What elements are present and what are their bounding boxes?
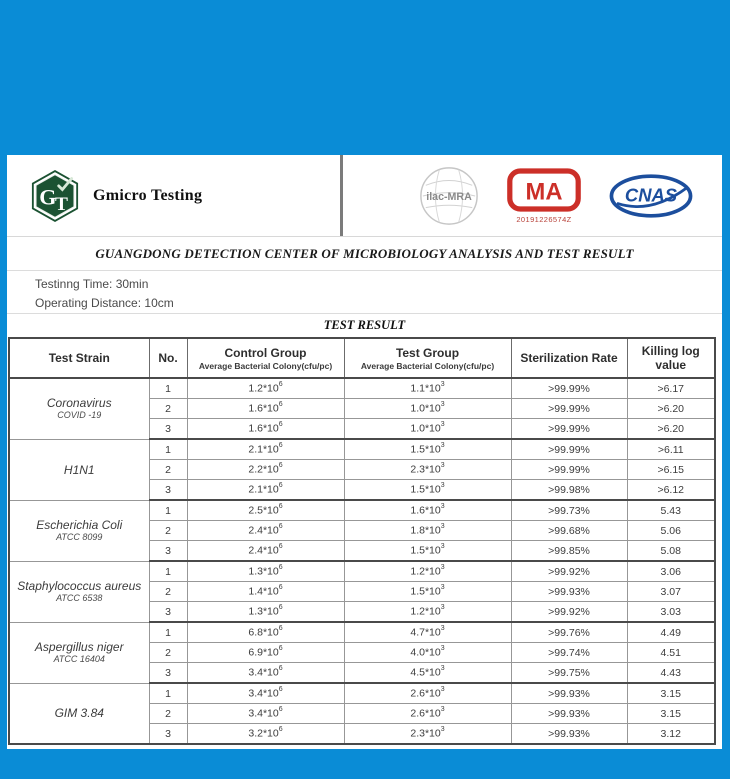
cell-log: 3.06: [627, 561, 715, 582]
control-group-subtitle: Average Bacterial Colony(cfu/pc): [198, 360, 333, 371]
cell-rate: >99.93%: [511, 704, 627, 724]
cell-rate: >99.99%: [511, 439, 627, 460]
strain-subname: ATCC 16404: [53, 654, 105, 664]
cell-test: $1.5*10^3$: [344, 480, 511, 501]
strain-name: Staphylococcus aureus: [17, 579, 142, 593]
cell-test: $4.0*10^3$: [344, 643, 511, 663]
cell-rate: >99.74%: [511, 643, 627, 663]
strain-cell: [9, 500, 149, 561]
cell-no: 1: [149, 683, 187, 704]
cell-test: $1.0*10^3$: [344, 399, 511, 419]
report-header: [7, 155, 722, 237]
col-header-control-group: [187, 338, 344, 378]
testing-time-line: Testinng Time: 30min: [35, 277, 149, 291]
result-row: [9, 622, 715, 643]
cell-rate: >99.92%: [511, 602, 627, 623]
cnas-mark: [608, 173, 694, 219]
test-group-title: Test Group: [395, 345, 460, 360]
certification-marks: [343, 155, 722, 236]
cell-control: $1.3*10^6$: [187, 561, 344, 582]
cell-log: 3.15: [627, 704, 715, 724]
result-row: [9, 439, 715, 460]
cell-no: 1: [149, 378, 187, 399]
ilac-mra-label: ilac-MRA: [426, 190, 472, 203]
brand-name: Gmicro Testing: [93, 186, 203, 204]
cell-no: 1: [149, 439, 187, 460]
strain-cell: [9, 622, 149, 683]
strain-name: Escherichia Coli: [36, 518, 123, 532]
cell-rate: >99.99%: [511, 399, 627, 419]
cell-log: 3.03: [627, 602, 715, 623]
cell-no: 2: [149, 582, 187, 602]
cell-log: 4.49: [627, 622, 715, 643]
cell-no: 2: [149, 521, 187, 541]
table-caption: TEST RESULT: [323, 318, 406, 332]
strain-subname: COVID -19: [57, 410, 102, 421]
cell-log: >6.20: [627, 419, 715, 440]
cell-no: 1: [149, 561, 187, 582]
cell-control: $2.4*10^6$: [187, 541, 344, 562]
strain-subname: ATCC 6538: [56, 593, 103, 603]
cell-rate: >99.92%: [511, 561, 627, 582]
cell-test: $4.7*10^3$: [344, 622, 511, 643]
cell-rate: >99.93%: [511, 724, 627, 745]
table-header-row: [9, 338, 715, 378]
col-header-sterilization-rate: Sterilization Rate: [511, 338, 627, 378]
brand-block: [7, 155, 340, 236]
cell-control: $3.4*10^6$: [187, 683, 344, 704]
cnas-oval-icon: [608, 173, 694, 219]
cell-no: 3: [149, 724, 187, 745]
svg-text:T: T: [55, 193, 68, 215]
cell-rate: >99.93%: [511, 683, 627, 704]
cell-no: 2: [149, 399, 187, 419]
cell-rate: >99.85%: [511, 541, 627, 562]
cma-certificate-number: 20191226574Z: [516, 215, 572, 224]
cell-log: 5.08: [627, 541, 715, 562]
cell-test: $4.5*10^3$: [344, 663, 511, 684]
cell-no: 3: [149, 419, 187, 440]
cell-control: $2.2*10^6$: [187, 460, 344, 480]
result-row: [9, 561, 715, 582]
control-group-title: Control Group: [224, 345, 307, 360]
strain-cell: [9, 378, 149, 439]
cell-no: 2: [149, 460, 187, 480]
cell-control: $2.1*10^6$: [187, 480, 344, 501]
strain-subname: ATCC 8099: [56, 532, 103, 542]
cell-control: $2.5*10^6$: [187, 500, 344, 521]
strain-cell: [9, 561, 149, 622]
svg-text:G: G: [39, 183, 57, 209]
cell-test: $1.1*10^3$: [344, 378, 511, 399]
cell-rate: >99.99%: [511, 378, 627, 399]
cell-no: 1: [149, 500, 187, 521]
cell-no: 3: [149, 541, 187, 562]
cell-test: $2.3*10^3$: [344, 460, 511, 480]
report-title: GUANGDONG DETECTION CENTER OF MICROBIOLOGY ANALYSIS AND TEST RESULT: [7, 237, 722, 271]
cell-test: $1.0*10^3$: [344, 419, 511, 440]
cell-log: 3.15: [627, 683, 715, 704]
cell-rate: >99.75%: [511, 663, 627, 684]
col-header-killing-log: Killing log value: [627, 338, 715, 378]
cell-rate: >99.76%: [511, 622, 627, 643]
cell-log: 5.43: [627, 500, 715, 521]
cma-badge-icon: [506, 167, 582, 213]
cell-test: $1.8*10^3$: [344, 521, 511, 541]
cell-rate: >99.98%: [511, 480, 627, 501]
cell-control: $2.4*10^6$: [187, 521, 344, 541]
cell-test: $1.5*10^3$: [344, 439, 511, 460]
cell-log: 4.43: [627, 663, 715, 684]
cma-mark: [506, 167, 582, 224]
gmicro-logo-icon: [31, 170, 79, 222]
cell-control: $6.9*10^6$: [187, 643, 344, 663]
cell-control: $1.6*10^6$: [187, 419, 344, 440]
cell-control: $3.2*10^6$: [187, 724, 344, 745]
ilac-mra-mark: [418, 165, 480, 227]
cell-rate: >99.93%: [511, 582, 627, 602]
ilac-mra-globe-icon: [418, 165, 480, 227]
cell-test: $1.5*10^3$: [344, 582, 511, 602]
test-conditions: [7, 271, 722, 314]
report-document: [7, 155, 722, 749]
cell-test: $2.6*10^3$: [344, 704, 511, 724]
cell-no: 3: [149, 663, 187, 684]
cell-rate: >99.99%: [511, 419, 627, 440]
cell-control: $1.2*10^6$: [187, 378, 344, 399]
cell-log: >6.20: [627, 399, 715, 419]
cell-log: >6.12: [627, 480, 715, 501]
result-row: [9, 378, 715, 399]
strain-name: Coronavirus: [46, 396, 112, 411]
cell-test: $2.6*10^3$: [344, 683, 511, 704]
result-row: [9, 500, 715, 521]
cell-rate: >99.99%: [511, 460, 627, 480]
cell-log: 3.07: [627, 582, 715, 602]
cell-no: 3: [149, 602, 187, 623]
cell-test: $1.5*10^3$: [344, 541, 511, 562]
cell-test: $1.2*10^3$: [344, 602, 511, 623]
cell-no: 2: [149, 704, 187, 724]
cell-test: $1.6*10^3$: [344, 500, 511, 521]
cell-log: >6.17: [627, 378, 715, 399]
cell-log: 5.06: [627, 521, 715, 541]
operating-distance-line: Operating Distance: 10cm: [35, 296, 174, 310]
cell-log: >6.15: [627, 460, 715, 480]
cell-log: 4.51: [627, 643, 715, 663]
strain-name: Aspergillus niger: [34, 640, 124, 654]
cell-control: $2.1*10^6$: [187, 439, 344, 460]
cell-control: $1.4*10^6$: [187, 582, 344, 602]
strain-name: H1N1: [63, 462, 95, 477]
cell-no: 1: [149, 622, 187, 643]
cell-control: $6.8*10^6$: [187, 622, 344, 643]
col-header-test-strain: Test Strain: [9, 338, 149, 378]
cell-control: $1.6*10^6$: [187, 399, 344, 419]
cell-rate: >99.68%: [511, 521, 627, 541]
cell-control: $1.3*10^6$: [187, 602, 344, 623]
test-group-subtitle: Average Bacterial Colony(cfu/pc): [360, 360, 495, 371]
cma-label: MA: [525, 178, 563, 206]
result-row: [9, 683, 715, 704]
cell-log: >6.11: [627, 439, 715, 460]
cell-rate: >99.73%: [511, 500, 627, 521]
cnas-label: CNAS: [624, 184, 678, 206]
strain-name: GIM 3.84: [54, 706, 104, 721]
cell-test: $2.3*10^3$: [344, 724, 511, 745]
cell-test: $1.2*10^3$: [344, 561, 511, 582]
strain-cell: [9, 683, 149, 744]
cell-no: 2: [149, 643, 187, 663]
results-table: [8, 337, 716, 745]
cell-no: 3: [149, 480, 187, 501]
cell-control: $3.4*10^6$: [187, 663, 344, 684]
strain-cell: [9, 439, 149, 500]
col-header-test-group: [344, 338, 511, 378]
col-header-no: No.: [149, 338, 187, 378]
cell-log: 3.12: [627, 724, 715, 745]
cell-control: $3.4*10^6$: [187, 704, 344, 724]
